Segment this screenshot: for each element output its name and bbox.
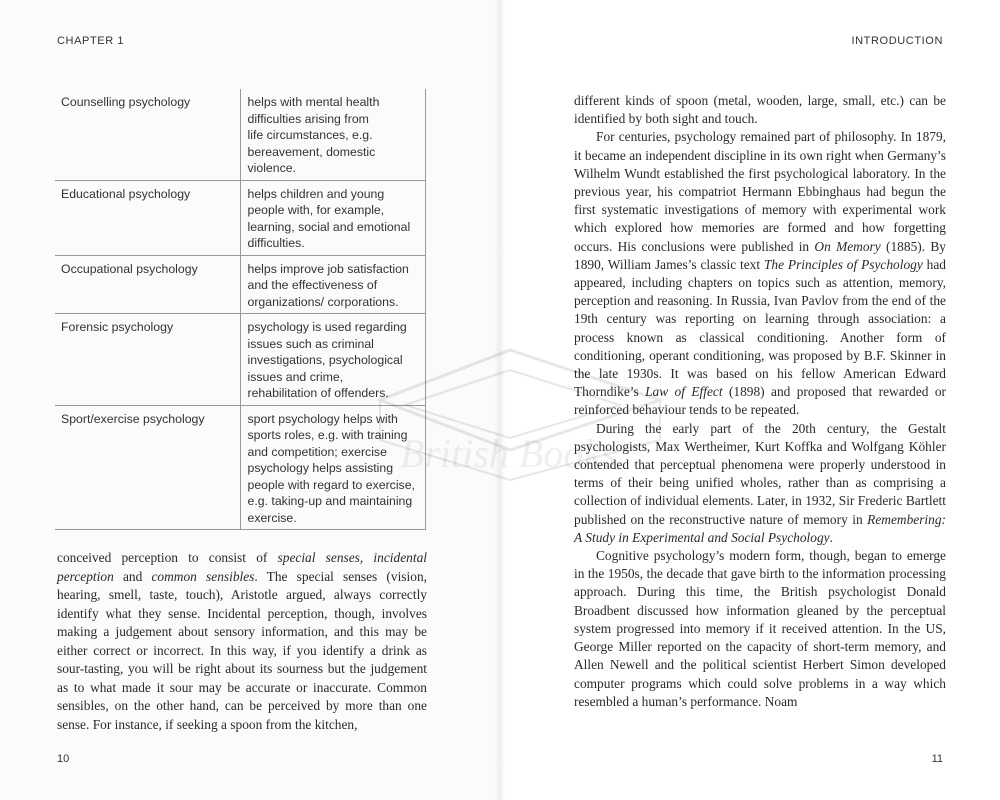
description-line: exercise. bbox=[247, 510, 297, 525]
table-row bbox=[55, 314, 426, 406]
text-run: conceived perception to consist of bbox=[57, 550, 278, 565]
description-line: helps improve job satisfaction bbox=[247, 261, 409, 276]
paragraph: different kinds of spoon (metal, wooden, large, small, etc.) can be identified by both sight and touch. bbox=[574, 93, 946, 127]
description-line: psychology is used regarding bbox=[247, 320, 407, 334]
text-run: . bbox=[829, 529, 833, 545]
description-line: life circumstances, e.g. bbox=[247, 128, 373, 142]
description-line: violence. bbox=[247, 161, 297, 175]
description-line: psychology helps assisting bbox=[247, 461, 394, 475]
page-number-left: 10 bbox=[57, 753, 70, 765]
page-number-right: 11 bbox=[931, 753, 943, 765]
description-line: and competition; exercise bbox=[247, 444, 387, 459]
italic-title: On Memory bbox=[814, 238, 881, 254]
description-line: bereavement, domestic bbox=[247, 144, 376, 159]
paragraph: Cognitive psychology’s modern form, though, began to emerge in the 1950s, the decade that gave birth to the information processing approach. During this time, the British psychologist Donald Broadbent discussed how information gleaned by the perceptual system progressed into memory if it received attention. In the US, George Miller reported on the capacity of short-term memory, and Allen Newell and the political scientist Herbert Simon developed computer programs which could solve problems in a way which resembled a human’s performance. Noam bbox=[574, 548, 946, 709]
field-name-cell: Sport/exercise psychology bbox=[55, 405, 241, 530]
italic-term: special senses, incidental perception bbox=[57, 550, 427, 584]
description-line: rehabilitation of offenders. bbox=[247, 386, 389, 400]
table-body bbox=[55, 89, 426, 530]
description-line: difficulties arising from bbox=[247, 111, 369, 126]
italic-term: common sensibles bbox=[151, 568, 255, 584]
left-body-text bbox=[57, 549, 427, 734]
field-name-cell: Educational psychology bbox=[55, 180, 241, 255]
description-line: helps with mental health bbox=[247, 95, 380, 109]
text-run: For centuries, psychology remained part of philosophy. In 1879, it became an independent discipline in its own right when Germany’s Wilhelm Wundt established the first psychological laboratory. In the previous year, his compatriot Hermann Ebbinghaus had begun the first systematic investigations of memory with experimental work which explored how memories are formed and how forgetting occurs. His conclusions were published in bbox=[574, 129, 946, 254]
italic-title: Remembering: A Study in Experimental and Social Psychology bbox=[574, 511, 946, 545]
field-description-cell bbox=[241, 180, 426, 255]
running-head-section: INTRODUCTION bbox=[851, 35, 943, 47]
description-line: people with regard to exercise, bbox=[247, 477, 415, 492]
table-row bbox=[55, 405, 426, 530]
field-name-cell: Occupational psychology bbox=[55, 255, 241, 314]
text-run: . The special senses (vision, hearing, smell, taste, touch), Aristotle argued, always correctly identify what they sense. Incidental perception, though, involves making a judgement about sensory information, and this may be either correct or incorrect. In this way, if you identify a drink as sour-tasting, you will be right about its sourness but the judgement as to what made it sour may be accurate or inaccurate. Common sensibles, on the other hand, can be perceived by more than one sense. For instance, if seeking a spoon from the kitchen, bbox=[57, 568, 427, 732]
text-run: and bbox=[113, 568, 152, 584]
field-description-cell bbox=[241, 255, 426, 314]
description-line: issues such as criminal bbox=[247, 336, 374, 351]
table-row bbox=[55, 89, 426, 180]
text-run: (1885). By 1890, William James’s classic text bbox=[574, 238, 946, 272]
description-line: e.g. taking-up and maintaining bbox=[247, 494, 413, 508]
text-run: had appeared, including chapters on topics such as attention, memory, perception and reasoning. In Russia, Ivan Pavlov from the end of the 19th century was reporting on learning through association: a process known as classical conditioning. Another form of conditioning, operant conditioning, was proposed by B.F. Skinner in the late 1930s. It was based on his fellow American Edward Thorndike’s bbox=[574, 256, 946, 400]
italic-title: The Principles of Psychology bbox=[763, 256, 923, 272]
description-line: issues and crime, bbox=[247, 369, 344, 384]
paragraph bbox=[574, 420, 946, 547]
description-line: sports roles, e.g. with training bbox=[247, 428, 408, 442]
field-description-cell bbox=[241, 314, 426, 406]
text-run: (1898) and proposed that rewarded or reinforced behaviour tends to be repeated. bbox=[574, 384, 946, 418]
field-name-cell: Forensic psychology bbox=[55, 314, 241, 406]
italic-title: Law of Effect bbox=[645, 384, 723, 400]
running-head-chapter: CHAPTER 1 bbox=[57, 35, 125, 47]
paragraph bbox=[574, 128, 946, 419]
description-line: people with, for example, bbox=[247, 203, 385, 217]
text-run: During the early part of the 20th century, the Gestalt psychologists, Max Wertheimer, Kurt Koffka and Wolfgang Köhler contended that perceptual phenomena were properly understood in terms of their being unified wholes, rather than as comprising a collection of individual elements. Later, in 1932, Sir Frederic Bartlett published on the reconstructive nature of memory in bbox=[574, 420, 946, 527]
description-line: learning, social and emotional bbox=[247, 219, 411, 234]
description-line: and the effectiveness of bbox=[247, 278, 378, 292]
right-body-text bbox=[574, 92, 946, 711]
table-row bbox=[55, 180, 426, 255]
field-description-cell bbox=[241, 405, 426, 530]
psychology-fields-table bbox=[55, 89, 426, 530]
description-line: helps children and young bbox=[247, 186, 385, 201]
field-name-cell: Counselling psychology bbox=[55, 89, 241, 180]
table-row bbox=[55, 255, 426, 314]
description-line: organizations/ corporations. bbox=[247, 294, 399, 309]
description-line: investigations, psychological bbox=[247, 353, 403, 367]
description-line: difficulties. bbox=[247, 236, 305, 250]
description-line: sport psychology helps with bbox=[247, 411, 398, 426]
field-description-cell bbox=[241, 89, 426, 180]
